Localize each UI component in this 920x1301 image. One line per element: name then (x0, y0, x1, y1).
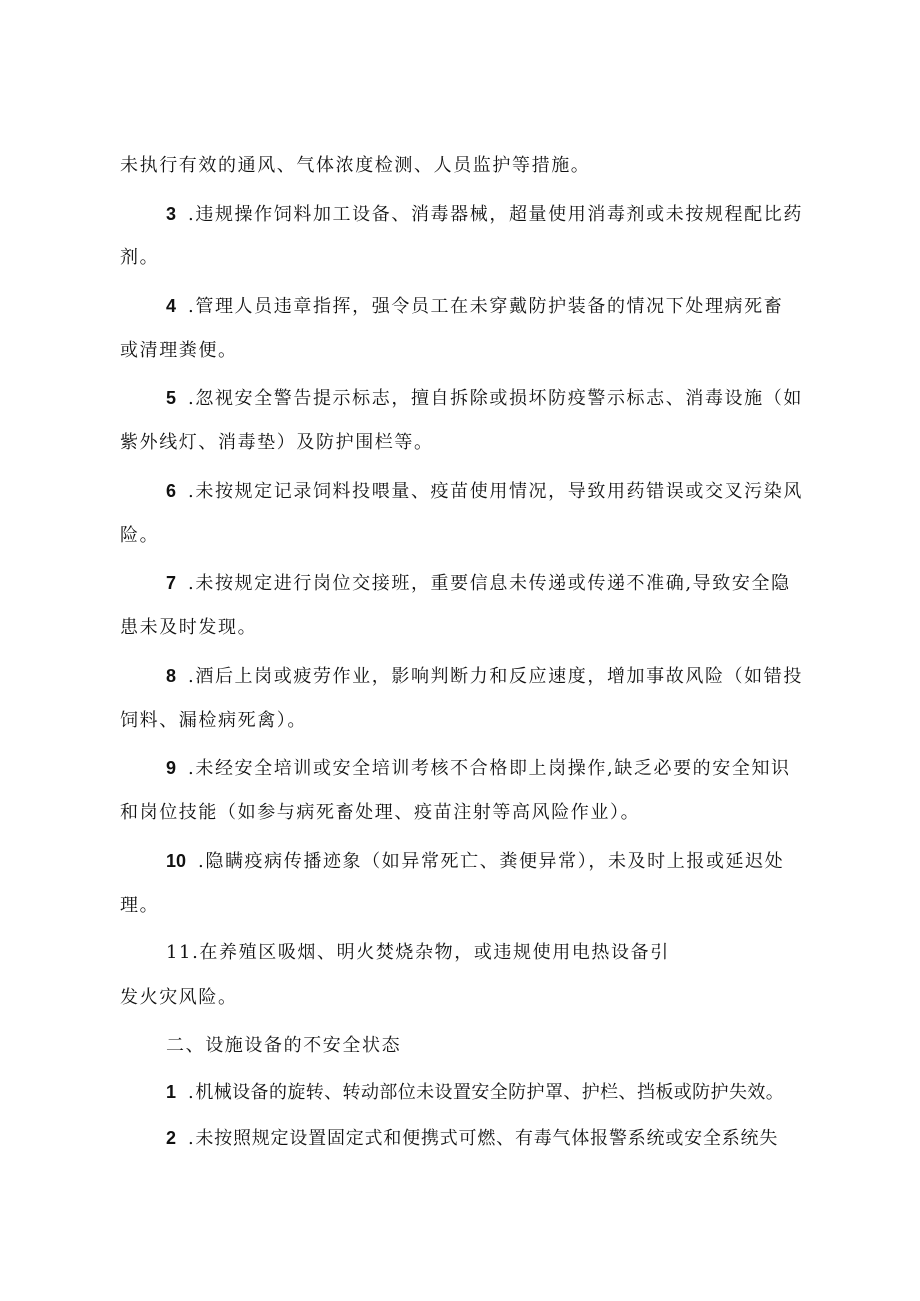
line-text: 隐瞒疫病传播迹象（如异常死亡、粪便异常），未及时上报或延迟处 (205, 851, 785, 872)
section-title: 二、设施设备的不安全状态 (166, 1035, 402, 1056)
item-dot: . (188, 758, 196, 779)
list-item-6 (166, 479, 803, 504)
line-text: 险。 (120, 525, 160, 546)
text-line (120, 616, 257, 640)
line-text: 理。 (120, 895, 160, 916)
item-dot: . (188, 296, 196, 317)
item-number: 9 (166, 758, 177, 778)
list-item-9 (166, 756, 791, 781)
item-number: 8 (166, 666, 177, 686)
text-line (120, 431, 434, 455)
line-text: 或清理粪便。 (120, 340, 238, 361)
line-text: 酒后上岗或疲劳作业，影响判断力和反应速度，增加事故风险（如错投 (195, 666, 803, 687)
line-text: 机械设备的旋转、转动部位未设置安全防护罩、护栏、挡板或防护失效。 (195, 1082, 785, 1103)
line-text: 饲料、漏检病死禽）。 (120, 710, 307, 731)
line-text: 未经安全培训或安全培训考核不合格即上岗操作,缺乏必要的安全知识 (195, 758, 791, 779)
text-line (120, 801, 640, 825)
item-dot: . (188, 204, 196, 225)
item-dot: . (188, 1082, 196, 1103)
line-text: 和岗位技能（如参与病死畜处理、疫苗注射等高风险作业）。 (120, 802, 641, 823)
list-item-11 (166, 941, 670, 965)
line-text: 管理人员违章指挥，强令员工在未穿戴防护装备的情况下处理病死畜 (195, 296, 784, 317)
list-item-8 (166, 664, 803, 689)
item-number: 3 (166, 204, 177, 224)
list-item-2 (166, 1126, 778, 1151)
line-text: 忽视安全警告提示标志，擅自拆除或损坏防疫警示标志、消毒设施（如 (195, 388, 803, 409)
item-number: 6 (166, 481, 177, 501)
text-line (120, 894, 159, 918)
line-text: 未执行有效的通风、气体浓度检测、人员监护等措施。 (120, 155, 591, 176)
text-line (120, 154, 590, 178)
list-item-7 (166, 571, 791, 596)
list-item-10 (166, 849, 784, 874)
line-text: 发火灾风险。 (120, 987, 238, 1008)
item-dot: . (188, 666, 196, 687)
line-text: 未按规定进行岗位交接班，重要信息未传递或传递不准确,导致安全隐 (195, 573, 791, 594)
list-item-3 (166, 202, 803, 227)
item-number: 1 (166, 1082, 177, 1102)
item-number: 4 (166, 296, 177, 316)
line-text: 未按照规定设置固定式和便携式可燃、有毒气体报警系统或安全系统失 (195, 1128, 779, 1149)
item-number: 2 (166, 1128, 177, 1148)
text-line (120, 246, 159, 270)
line-text: 未按规定记录饲料投喂量、疫苗使用情况，导致用药错误或交叉污染风 (195, 481, 803, 502)
section-heading (166, 1034, 401, 1058)
text-line (120, 524, 159, 548)
list-item-1 (166, 1080, 784, 1105)
item-dot: . (188, 481, 196, 502)
line-text: 11.在养殖区吸烟、明火焚烧杂物，或违规使用电热设备引 (166, 942, 670, 963)
text-line (120, 339, 238, 363)
line-text: 剂。 (120, 247, 160, 268)
item-number: 7 (166, 573, 177, 593)
line-text: 患未及时发现。 (120, 617, 258, 638)
text-line (120, 709, 307, 733)
list-item-5 (166, 386, 803, 411)
text-line (120, 986, 238, 1010)
item-dot: . (188, 388, 196, 409)
item-number: 5 (166, 388, 177, 408)
item-dot: . (198, 851, 206, 872)
item-dot: . (188, 573, 196, 594)
line-text: 违规操作饲料加工设备、消毒器械，超量使用消毒剂或未按规程配比药 (195, 204, 803, 225)
list-item-4 (166, 294, 783, 319)
item-number: 10 (166, 851, 187, 871)
line-text: 紫外线灯、消毒垫）及防护围栏等。 (120, 432, 434, 453)
item-dot: . (188, 1128, 196, 1149)
